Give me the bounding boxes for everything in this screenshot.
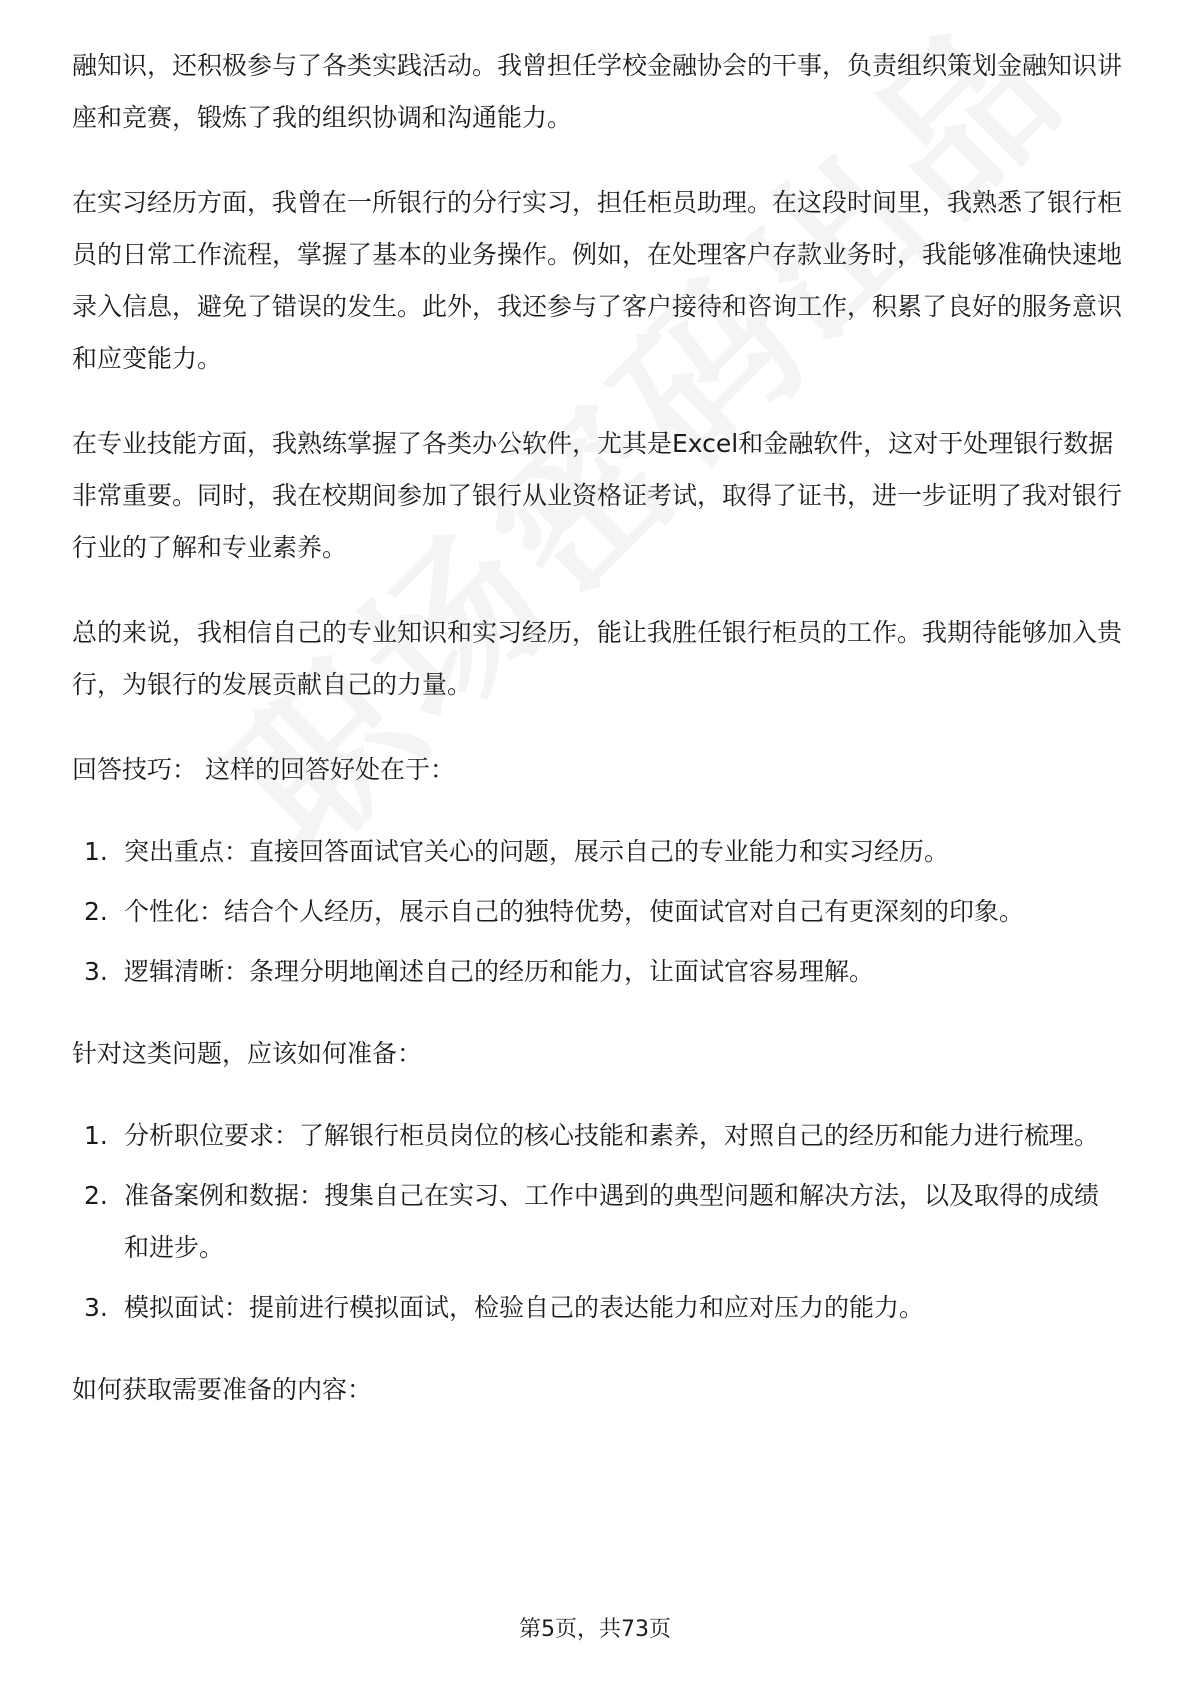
list-text: 逻辑清晰：条理分明地阐述自己的经历和能力，让面试官容易理解。 bbox=[124, 957, 875, 986]
list-number: 2. bbox=[84, 897, 108, 926]
list-item bbox=[72, 886, 1122, 938]
list-text: 模拟面试：提前进行模拟面试，检验自己的表达能力和应对压力的能力。 bbox=[124, 1293, 925, 1322]
list-item bbox=[72, 946, 1122, 998]
list-item bbox=[72, 1110, 1122, 1162]
list-item bbox=[72, 826, 1122, 878]
list-item bbox=[72, 1282, 1122, 1334]
paragraph-knowledge: 融知识，还积极参与了各类实践活动。我曾担任学校金融协会的干事，负责组织策划金融知识讲座和竞赛，锻炼了我的组织协调和沟通能力。 bbox=[72, 51, 1123, 132]
list-text: 分析职位要求：了解银行柜员岗位的核心技能和素养，对照自己的经历和能力进行梳理。 bbox=[124, 1121, 1100, 1150]
page-number-footer: 第5页，共73页 bbox=[519, 1617, 671, 1642]
final-heading: 如何获取需要准备的内容： bbox=[72, 1375, 373, 1404]
list-number: 3. bbox=[84, 1293, 108, 1322]
tips-heading: 回答技巧： 这样的回答好处在于： bbox=[72, 755, 455, 784]
paragraph-skills: 在专业技能方面，我熟练掌握了各类办公软件，尤其是Excel和金融软件，这对于处理银行数据非常重要。同时，我在校期间参加了银行从业资格证考试，取得了证书，进一步证明了我对银行行业的了解和专业素养。 bbox=[72, 429, 1123, 562]
list-text: 准备案例和数据：搜集自己在实习、工作中遇到的典型问题和解决方法，以及取得的成绩和进步。 bbox=[124, 1181, 1100, 1262]
list-text: 突出重点：直接回答面试官关心的问题，展示自己的专业能力和实习经历。 bbox=[124, 837, 950, 866]
paragraph-summary: 总的来说，我相信自己的专业知识和实习经历，能让我胜任银行柜员的工作。我期待能够加入贵行，为银行的发展贡献自己的力量。 bbox=[72, 618, 1123, 699]
tips-list bbox=[72, 826, 1122, 998]
list-text: 个性化：结合个人经历，展示自己的独特优势，使面试官对自己有更深刻的印象。 bbox=[124, 897, 1025, 926]
paragraph-internship: 在实习经历方面，我曾在一所银行的分行实习，担任柜员助理。在这段时间里，我熟悉了银行柜员的日常工作流程，掌握了基本的业务操作。例如，在处理客户存款业务时，我能够准确快速地录入信息，避免了错误的发生。此外，我还参与了客户接待和咨询工作，积累了良好的服务意识和应变能力。 bbox=[72, 188, 1123, 373]
list-number: 3. bbox=[84, 957, 108, 986]
prepare-heading: 针对这类问题，应该如何准备： bbox=[72, 1039, 423, 1068]
list-item bbox=[72, 1170, 1122, 1274]
prepare-list bbox=[72, 1110, 1122, 1334]
document-body bbox=[72, 40, 1122, 1446]
list-number: 1. bbox=[84, 837, 108, 866]
list-number: 1. bbox=[84, 1121, 108, 1150]
list-number: 2. bbox=[84, 1181, 108, 1210]
